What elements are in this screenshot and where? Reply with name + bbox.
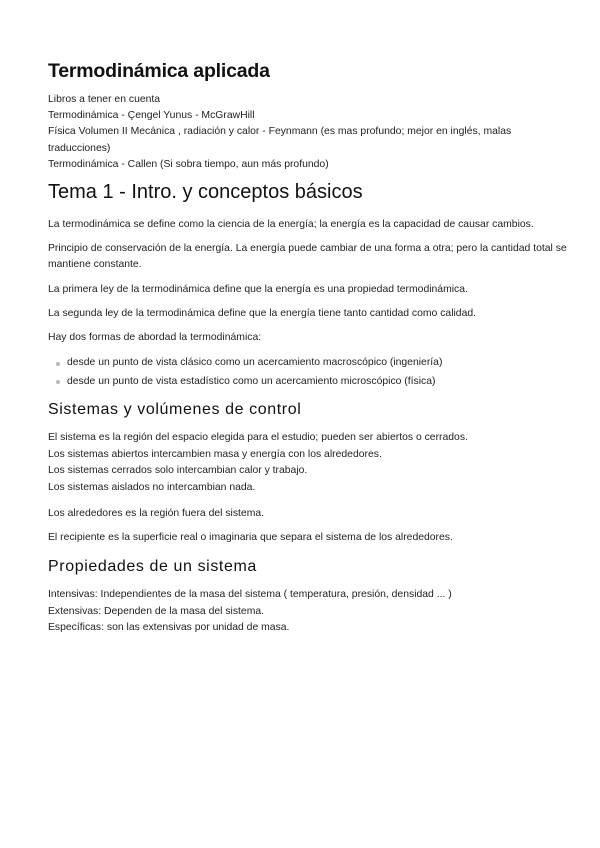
book-list-heading: Libros a tener en cuenta — [48, 94, 161, 105]
text-line: Específicas: son las extensivas por unidad de masa. — [48, 622, 290, 634]
section-heading-systems: Sistemas y volúmenes de control — [48, 401, 302, 419]
book-item: Termodinámica - Callen (Si sobra tiempo, aun más profundo) — [48, 158, 329, 170]
paragraph: Principio de conservación de la energía. La energía puede cambiar de una forma a otra; pero la cantidad total se mantiene constante. — [48, 243, 567, 271]
properties-definitions — [48, 587, 568, 637]
book-item: Física Volumen II Mecánica , radiación y calor - Feynmann (es mas profundo; mejor en inglés, malas traducciones) — [48, 126, 512, 154]
text-line: El sistema es la región del espacio elegida para el estudio; pueden ser abiertos o cerrados. — [48, 432, 468, 444]
text-line: Los sistemas abiertos intercambien masa y energía con los alrededores. — [48, 448, 382, 460]
list-item-text: desde un punto de vista clásico como un acercamiento macroscópico (ingeniería) — [67, 357, 443, 369]
document-title: Termodinámica aplicada — [48, 60, 270, 82]
paragraph: La segunda ley de la termodinámica define que la energía tiene tanto cantidad como calidad. — [48, 307, 477, 319]
document-page — [48, 52, 568, 646]
paragraph: La primera ley de la termodinámica define que la energía es una propiedad termodinámica. — [48, 283, 468, 295]
list-item-text: desde un punto de vista estadístico como un acercamiento microscópico (física) — [67, 375, 436, 387]
chapter-heading: Tema 1 - Intro. y conceptos básicos — [48, 181, 363, 204]
bullet-list — [48, 354, 568, 391]
text-line: Extensivas: Dependen de la masa del sistema. — [48, 605, 265, 617]
text-line: Los sistemas aislados no intercambian nada. — [48, 482, 256, 494]
paragraph: Hay dos formas de abordad la termodinámica: — [48, 332, 262, 344]
bullet-icon — [56, 362, 60, 366]
paragraph: La termodinámica se define como la ciencia de la energía; la energía es la capacidad de causar cambios. — [48, 219, 534, 231]
paragraph: El recipiente es la superficie real o imaginaria que separa el sistema de los alrededores. — [48, 531, 453, 543]
book-item: Termodinámica - Çengel Yunus - McGrawHill — [48, 110, 255, 122]
list-item — [48, 354, 568, 373]
text-line: Los sistemas cerrados solo intercambian calor y trabajo. — [48, 465, 308, 477]
book-list — [48, 92, 568, 173]
list-item — [48, 373, 568, 392]
section-heading-properties: Propiedades de un sistema — [48, 558, 257, 576]
paragraph: Los alrededores es la región fuera del sistema. — [48, 507, 265, 519]
text-line: Intensivas: Independientes de la masa del sistema ( temperatura, presión, densidad ... ) — [48, 589, 452, 601]
bullet-icon — [56, 380, 60, 384]
systems-definitions — [48, 430, 568, 496]
